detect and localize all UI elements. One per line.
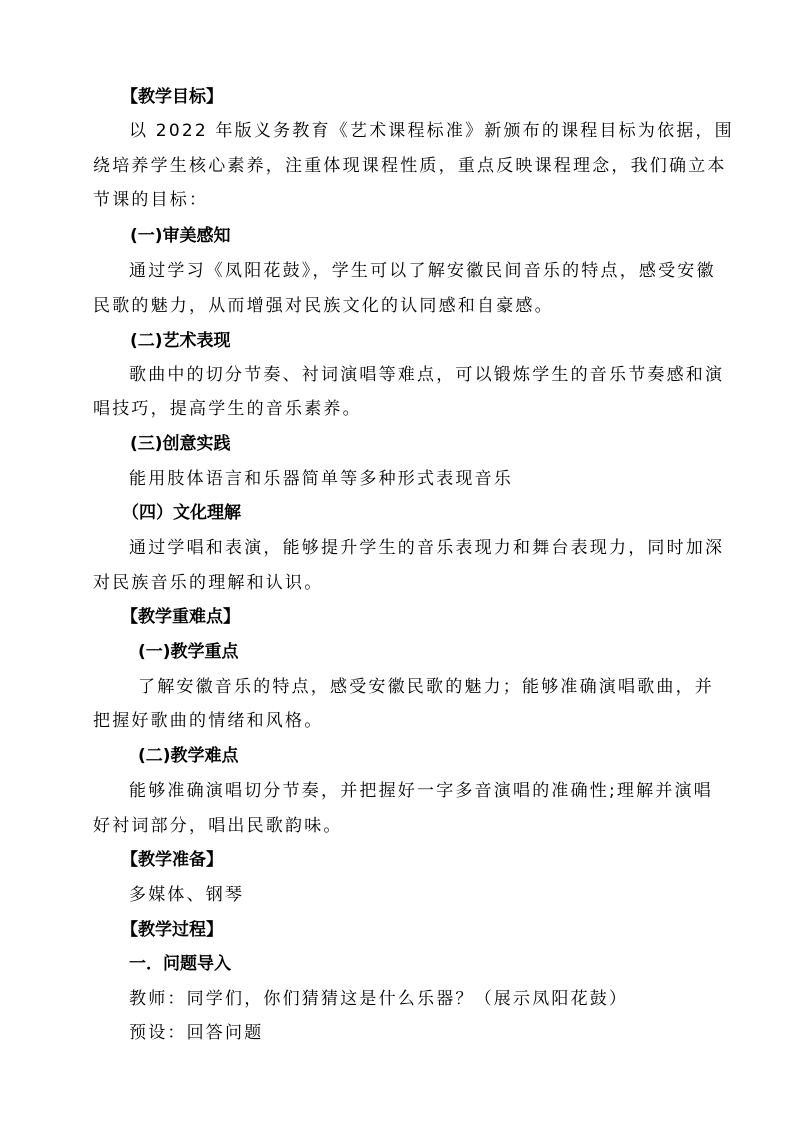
objective-4-line-2: 对民族音乐的理解和认识。: [93, 573, 324, 593]
key-point-heading: (一)教学重点: [138, 642, 239, 662]
objective-2-line-1: 歌曲中的切分节奏、衬词演唱等难点，可以锻炼学生的音乐节奏感和演: [129, 365, 725, 385]
objective-1-line-2: 民歌的魅力，从而增强对民族文化的认同感和自豪感。: [93, 296, 554, 316]
intro-line-1: 以 2022 年版义务教育《艺术课程标准》新颁布的课程目标为依据，围: [129, 121, 734, 141]
difficulty-line-2: 好衬词部分，唱出民歌韵味。: [93, 816, 343, 836]
key-point-line-1: 了解安徽音乐的特点，感受安徽民歌的魅力；能够准确演唱歌曲，并: [138, 677, 714, 697]
heading-preparation: 【教学准备】: [121, 850, 223, 870]
objective-2-heading: (二)艺术表现: [130, 331, 231, 351]
objective-4-line-1: 通过学唱和表演，能够提升学生的音乐表现力和舞台表现力，同时加深: [129, 538, 725, 558]
difficulty-heading: (二)教学难点: [138, 746, 239, 766]
objective-2-line-2: 唱技巧，提高学生的音乐素养。: [93, 399, 362, 419]
preparation-line-1: 多媒体、钢琴: [129, 885, 245, 905]
objective-1-heading: (一)审美感知: [130, 226, 231, 246]
step-1-heading: 一．问题导入: [129, 954, 231, 974]
objective-4-heading: （四）文化理解: [122, 503, 241, 523]
heading-key-points: 【教学重难点】: [121, 607, 240, 627]
difficulty-line-1: 能够准确演唱切分节奏，并把握好一字多音演唱的准确性;理解并演唱: [129, 781, 713, 801]
objective-1-line-1: 通过学习《凤阳花鼓》，学生可以了解安徽民间音乐的特点，感受安徽: [129, 261, 716, 281]
intro-line-3: 节课的目标：: [93, 190, 209, 210]
heading-teaching-objectives: 【教学目标】: [121, 87, 223, 107]
objective-3-heading: (三)创意实践: [130, 434, 231, 454]
objective-3-line-1: 能用肢体语言和乐器简单等多种形式表现音乐: [129, 469, 513, 489]
heading-teaching-process: 【教学过程】: [121, 920, 223, 940]
key-point-line-2: 把握好歌曲的情绪和风格。: [93, 711, 324, 731]
step-1-line-1: 教师：同学们，你们猜猜这是什么乐器？（展示凤阳花鼓）: [129, 989, 629, 1009]
step-1-line-2: 预设：回答问题: [129, 1023, 264, 1043]
intro-line-2: 绕培养学生核心素养，注重体现课程性质，重点反映课程理念，我们确立本: [93, 156, 727, 176]
